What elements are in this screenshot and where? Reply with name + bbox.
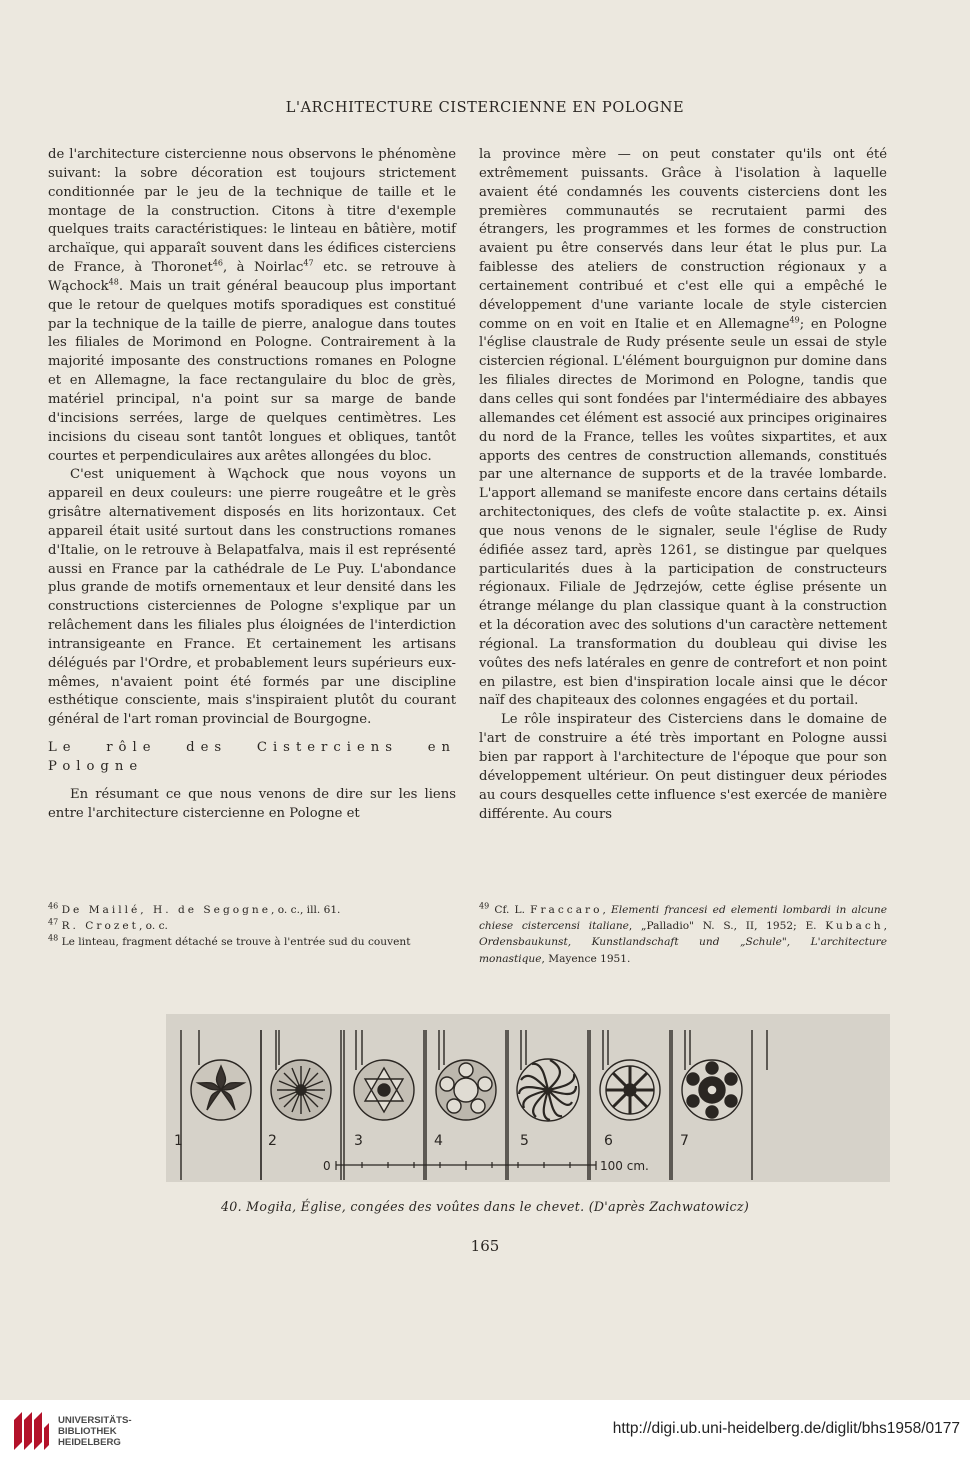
figure-label: 3 — [354, 1133, 363, 1149]
footnote-ref[interactable]: 49 — [789, 315, 800, 325]
running-header: L'ARCHITECTURE CISTERCIENNE EN POLOGNE — [285, 100, 685, 116]
section-title: Le rôle des Cisterciens en Pologne — [48, 740, 456, 774]
figure-label: 6 — [604, 1133, 613, 1149]
rosette-drawings — [166, 1014, 890, 1182]
page-number: 165 — [470, 1237, 500, 1255]
footnote-ref[interactable]: 48 — [108, 277, 119, 287]
footnote: $^{48}$ Le linteau, fragment détaché se trouve à l'entrée sud du couvent — [48, 933, 411, 949]
footer-bar — [0, 1400, 970, 1465]
source-url[interactable]: http://digi.ub.uni-heidelberg.de/diglit/bhs1958/0177 — [612, 1420, 960, 1437]
right-column — [479, 146, 887, 824]
figure-label: 4 — [434, 1133, 443, 1149]
scale-end: 100 cm. — [600, 1159, 649, 1173]
figure-40 — [166, 1014, 890, 1182]
figure-label: 5 — [520, 1133, 529, 1149]
figure-label: 7 — [680, 1133, 689, 1149]
footnotes-right — [479, 902, 887, 967]
footnote: $^{49}$ Cf. L. Fraccaro, Elementi francesi ed elementi lombardi in alcune chiese cistercensi italiane, „Palladio" N. S., II, 1952; E. Kubach, Ordensbaukunst, Kunstlandschaft und „Schule", L'architecture monastique, Mayence 1951. — [479, 901, 887, 965]
scale-start: 0 — [323, 1159, 331, 1173]
paragraph: C'est uniquement à Wąchock que nous voyons un appareil en deux couleurs: une pierre rougeâtre et le grès grisâtre alternativement disposés en lits horizontaux. Cet appareil était usité surtout dans les constructions romanes d'Italie, on le retrouve à Belapatfalva, mais il est représenté aussi en France par la cathédrale de Le Puy. L'abondance plus grande de motifs ornementaux et leur densité dans les constructions cisterciennes de Pologne s'explique par un relâchement dans les filiales plus éloignées de l'interdiction intransigeante en France. Et certainement les artisans délégués par l'Ordre, et probablement leurs supérieurs eux-mêmes, n'avaient point été formés par une discipline esthétique consciente, mais s'inspiraient plutôt du courant général de l'art roman provincial de Bourgogne. — [48, 467, 456, 728]
footnote: $^{46}$ De Maillé, H. de Segogne, o. c., ill. 61. — [48, 901, 341, 916]
paragraph: En résumant ce que nous venons de dire sur les liens entre l'architecture cistercienne en Pologne et — [48, 786, 456, 821]
figure-label: 1 — [174, 1133, 183, 1149]
footnote: $^{47}$ R. Crozet, o. c. — [48, 917, 168, 933]
paragraph: la province mère — on peut constater qu'ils ont été extrêmement puissants. Grâce à l'isolation à laquelle avaient été condamnés les couvents cisterciens dont les premières communautés se recrutaient parmi des étrangers, les programmes et les formes de construction avaient pu être conservés dans leur état le plus pur. La faiblesse des ateliers de construction régionaux y a certainement contribué et c'est elle qui a empêché le développement d'une variante locale de style cistercien comme on en voit en Italie et en Allemagne$^{49}$; en Pologne l'église claustrale de Rudy présente seule un essai de style cistercien régional. L'élément bourguignon pur domine dans les filiales directes de Morimond en Pologne, tandis que dans celles qui sont fondées par l'intermédiaire des abbayes allemandes cet élément est associé aux principes originaires du nord de la France, telles les voûtes sixpartites, et aux apports des centres de construction allemands, constitués par une alternance de supports et de la travée lombarde. L'apport allemand se manifeste encore dans certains détails architectoniques, des clefs de voûte stalactite p. ex. Ainsi que nous venons de le signaler, seule l'église de Rudy édifiée assez tard, après 1261, se distingue par quelques particularités dues à la participation de constructeurs régionaux. Filiale de Jędrzejów, cette église présente un étrange mélange du plan classique quant à la construction et la décoration avec des solutions d'un caractère nettement régional. La transformation du doubleau qui divise les voûtes des nefs latérales en genre de contrefort et non point en pilastre, est bien d'inspiration locale ainsi que le décor naïf des chapiteaux des colonnes engagées et du portail. — [479, 147, 887, 709]
footnotes-left — [48, 902, 456, 951]
paragraph: de l'architecture cistercienne nous observons le phénomène suivant: la sobre décoration est toujours strictement conditionnée par le jeu de la technique de taille et le montage de la construction. Citons à titre d'exemple quelques traits caractéristiques: le linteau en bâtière, motif archaïque, qui apparaît souvent dans les édifices cisterciens de France, à Thoronet$^{46}$, à Noirlac$^{47}$ etc. se retrouve à Wąchock$^{48}$. Mais un trait général beaucoup plus important que le retour de quelques motifs sporadiques est constitué par la technique de la taille de pierre, analogue dans toutes les filiales de Morimond en Pologne. Contrairement à la majorité imposante des constructions romanes en Pologne et en Allemagne, la face rectangulaire du bloc de grès, matériel principal, n'a point sur sa marge de bande d'incisions serrées, large de quelques centimètres. Les incisions du ciseau sont tantôt longues et obliques, tantôt courtes et perpendiculaires aux arêtes allongées du bloc. — [48, 147, 456, 464]
footnote-ref[interactable]: 46 — [212, 258, 223, 268]
figure-label: 2 — [268, 1133, 277, 1149]
heidelberg-logo-icon — [12, 1410, 50, 1452]
left-column — [48, 146, 456, 824]
footnote-ref[interactable]: 47 — [303, 258, 314, 268]
paragraph: Le rôle inspirateur des Cisterciens dans le domaine de l'art de construire a été très important en Pologne aussi bien par rapport à l'architecture de l'époque que pour son développement ultérieur. On peut distinguer deux périodes au cours desquelles cette influence s'est exercée de manière différente. Au cours — [479, 712, 887, 822]
library-name: UNIVERSITÄTS- BIBLIOTHEK HEIDELBERG — [58, 1415, 132, 1448]
figure-caption: 40. Mogiła, Église, congées des voûtes dans le chevet. (D'après Zachwatowicz) — [220, 1199, 750, 1214]
